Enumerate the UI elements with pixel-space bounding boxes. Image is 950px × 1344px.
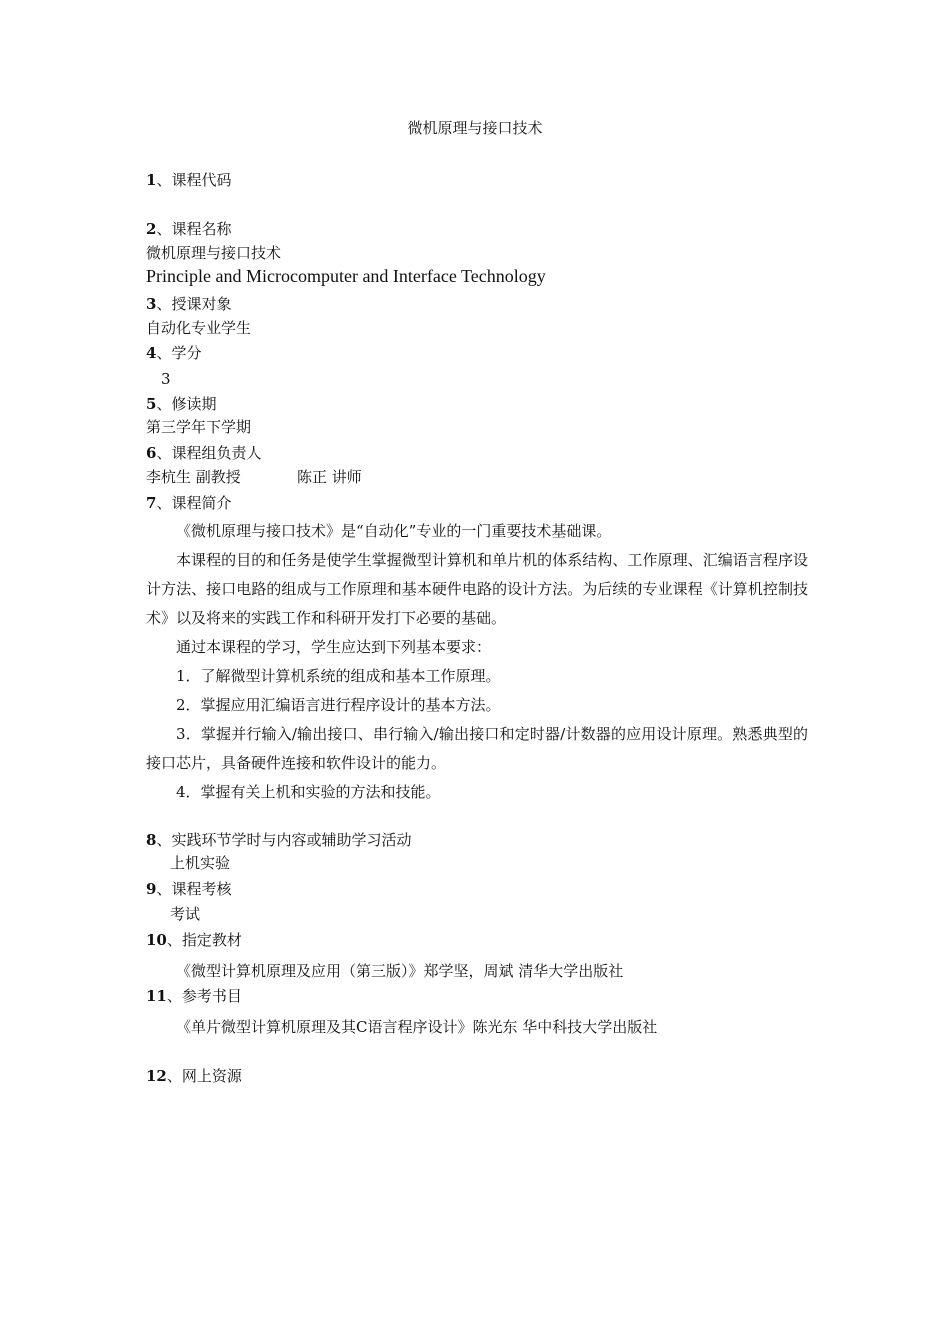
section-8-heading [146,830,411,850]
section-9-heading [146,879,231,899]
section-label: 、课程代码 [156,171,232,189]
course-name-cn: 微机原理与接口技术 [146,244,282,262]
section-number: 4 [146,344,157,362]
course-name-en: Principle and Microcomputer and Interface Technology [146,266,546,286]
section-6-heading [146,443,261,463]
section-label: 、学分 [156,344,202,362]
reference-book: 《单片微型计算机原理及其C语言程序设计》陈光东 华中科技大学出版社 [176,1018,658,1036]
section-12-heading [146,1066,242,1086]
section-number: 1 [146,171,157,189]
document-title: 微机原理与接口技术 [407,119,543,137]
intro-paragraph-2: 本课程的目的和任务是使学生掌握微型计算机和单片机的体系结构、工作原理、汇编语言程序设计方法、接口电路的组成与工作原理和基本硬件电路的设计方法。为后续的专业课程《计算机控制技术》以及将来的实践工作和科研开发打下必要的基础。 [146,551,808,627]
assessment-method: 考试 [170,905,201,923]
section-label: 、参考书目 [166,987,242,1005]
section-number: 3 [146,295,157,313]
intro-paragraph-3: 通过本课程的学习，学生应达到下列基本要求： [176,638,492,656]
instructor-1: 李杭生 副教授 [146,468,241,486]
section-number: 2 [146,220,157,238]
section-label: 、网上资源 [166,1067,242,1085]
section-label: 、课程名称 [156,220,232,238]
section-1-heading [146,170,231,190]
section-number: 11 [146,987,167,1005]
instructor-2: 陈正 讲师 [297,468,362,486]
section-4-heading [146,343,201,363]
requirement-2: 2．掌握应用汇编语言进行程序设计的基本方法。 [176,696,501,714]
section-number: 9 [146,880,157,898]
section-label: 、指定教材 [166,931,242,949]
requirement-3: 3．掌握并行输入/输出接口、串行输入/输出接口和定时器/计数器的应用设计原理。熟悉典型的接口芯片，具备硬件连接和软件设计的能力。 [146,725,808,772]
practice-content: 上机实验 [170,854,231,872]
section-number: 7 [146,494,157,512]
section-10-heading [146,930,242,950]
credits-value: 3 [161,370,171,388]
requirement-1: 1．了解微型计算机系统的组成和基本工作原理。 [176,667,501,685]
section-label: 、课程组负责人 [156,444,262,462]
section-2-heading [146,219,231,239]
target-students: 自动化专业学生 [146,319,252,337]
requirement-4: 4．掌握有关上机和实验的方法和技能。 [176,783,441,801]
designated-textbook: 《微型计算机原理及应用（第三版）》郑学坚，周斌 清华大学出版社 [176,962,624,980]
section-label: 、修读期 [156,395,217,413]
section-number: 12 [146,1067,167,1085]
section-label: 、课程考核 [156,880,232,898]
section-number: 6 [146,444,157,462]
intro-paragraph-1: 《微机原理与接口技术》是“自动化”专业的一门重要技术基础课。 [176,522,612,540]
section-label: 、授课对象 [156,295,232,313]
section-label: 、课程简介 [156,494,232,512]
study-period: 第三学年下学期 [146,418,252,436]
section-label: 、实践环节学时与内容或辅助学习活动 [156,831,412,849]
section-3-heading [146,294,231,314]
section-number: 10 [146,931,167,949]
section-number: 8 [146,831,157,849]
section-number: 5 [146,395,157,413]
section-5-heading [146,394,216,414]
section-7-heading [146,493,231,513]
section-11-heading [146,986,242,1006]
